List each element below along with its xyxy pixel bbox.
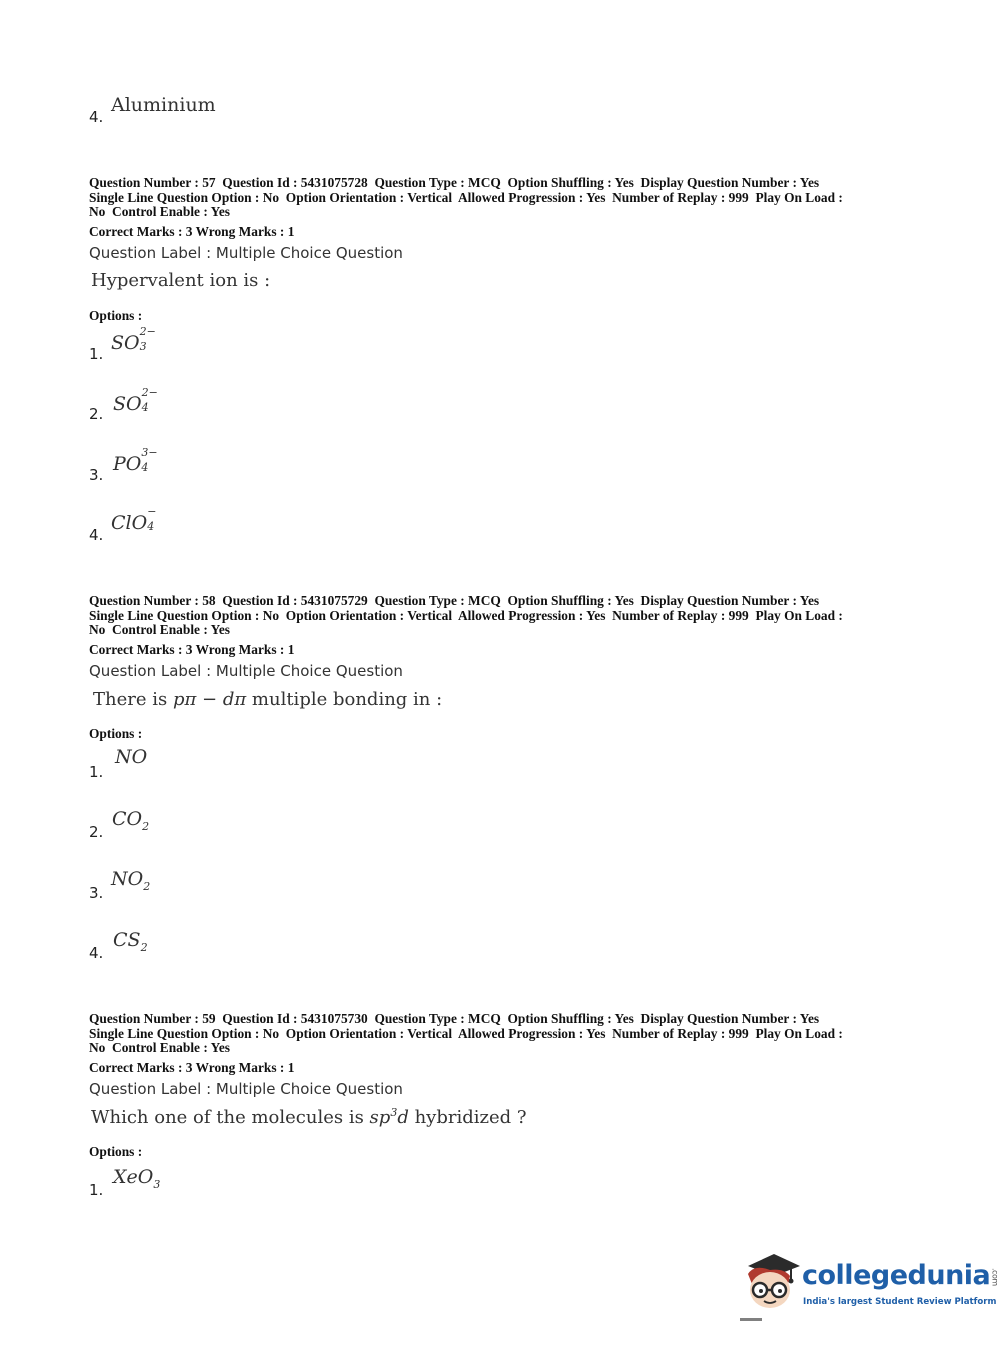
question-59-marks: Correct Marks : 3 Wrong Marks : 1 <box>89 1060 295 1075</box>
prev-option-number: 4. <box>89 108 104 126</box>
question-57-text: Hypervalent ion is : <box>91 270 271 291</box>
question-57-options-heading: Options : <box>89 308 143 323</box>
question-57-option-3[interactable]: PO 3− 4 <box>113 446 158 475</box>
question-59-text: Which one of the molecules is $sp^3d$ hybridized ? <box>91 1106 527 1128</box>
question-59-option-1-number: 1. <box>89 1181 104 1199</box>
question-57-option-3-number: 3. <box>89 466 104 484</box>
question-58-meta: Question Number : 58 Question Id : 5431075729 Question Type : MCQ Option Shuffling : Yes Display Question Number : Yes Single Line Question Option : No Option Orientation : Vertical Allowed Progression : Yes Number of Replay : 999 Play On Load : No Control Enable : Yes <box>89 593 843 637</box>
question-58-option-3-number: 3. <box>89 884 104 902</box>
question-57-option-4[interactable]: ClO − 4 <box>111 505 157 534</box>
question-58-option-3[interactable]: $NO_2$ <box>111 868 151 893</box>
question-59-meta: Question Number : 59 Question Id : 5431075730 Question Type : MCQ Option Shuffling : Yes Display Question Number : Yes Single Line Question Option : No Option Orientation : Vertical Allowed Progression : Yes Number of Replay : 999 Play On Load : No Control Enable : Yes <box>89 1011 843 1055</box>
question-58-marks: Correct Marks : 3 Wrong Marks : 1 <box>89 642 295 657</box>
question-57-option-1[interactable]: SO 2− 3 <box>111 325 156 354</box>
question-58-text: There is pπ − dπ multiple bonding in : <box>93 689 443 710</box>
question-58-option-2-number: 2. <box>89 823 104 841</box>
question-57-marks: Correct Marks : 3 Wrong Marks : 1 <box>89 224 295 239</box>
question-57-option-2-number: 2. <box>89 405 104 423</box>
question-58-option-4[interactable]: $CS_2$ <box>113 929 148 954</box>
question-57-option-4-number: 4. <box>89 526 104 544</box>
question-59-options-heading: Options : <box>89 1144 143 1159</box>
prev-option-text: Aluminium <box>111 94 216 116</box>
question-58-option-2[interactable]: $CO_2$ <box>112 808 150 833</box>
question-59-label: Question Label : Multiple Choice Question <box>89 1080 403 1098</box>
question-57-label: Question Label : Multiple Choice Question <box>89 244 403 262</box>
question-59-option-1[interactable]: XeO$_3$ <box>113 1166 161 1191</box>
collegedunia-logo[interactable] <box>740 1248 1000 1318</box>
question-58-label: Question Label : Multiple Choice Question <box>89 662 403 680</box>
question-57-meta: Question Number : 57 Question Id : 5431075728 Question Type : MCQ Option Shuffling : Yes Display Question Number : Yes Single Line Question Option : No Option Orientation : Vertical Allowed Progression : Yes Number of Replay : 999 Play On Load : No Control Enable : Yes <box>89 175 843 219</box>
question-58-option-4-number: 4. <box>89 944 104 962</box>
question-57-option-1-number: 1. <box>89 345 104 363</box>
mascot-icon <box>740 1250 802 1316</box>
logo-underline <box>740 1318 762 1321</box>
question-58-option-1[interactable]: NO <box>115 746 148 768</box>
logo-wordmark: collegedunia.com <box>802 1260 1000 1291</box>
question-57-option-2[interactable]: SO 2− 4 <box>113 386 158 415</box>
question-58-options-heading: Options : <box>89 726 143 741</box>
logo-tagline: India's largest Student Review Platform <box>803 1297 997 1307</box>
question-58-option-1-number: 1. <box>89 763 104 781</box>
